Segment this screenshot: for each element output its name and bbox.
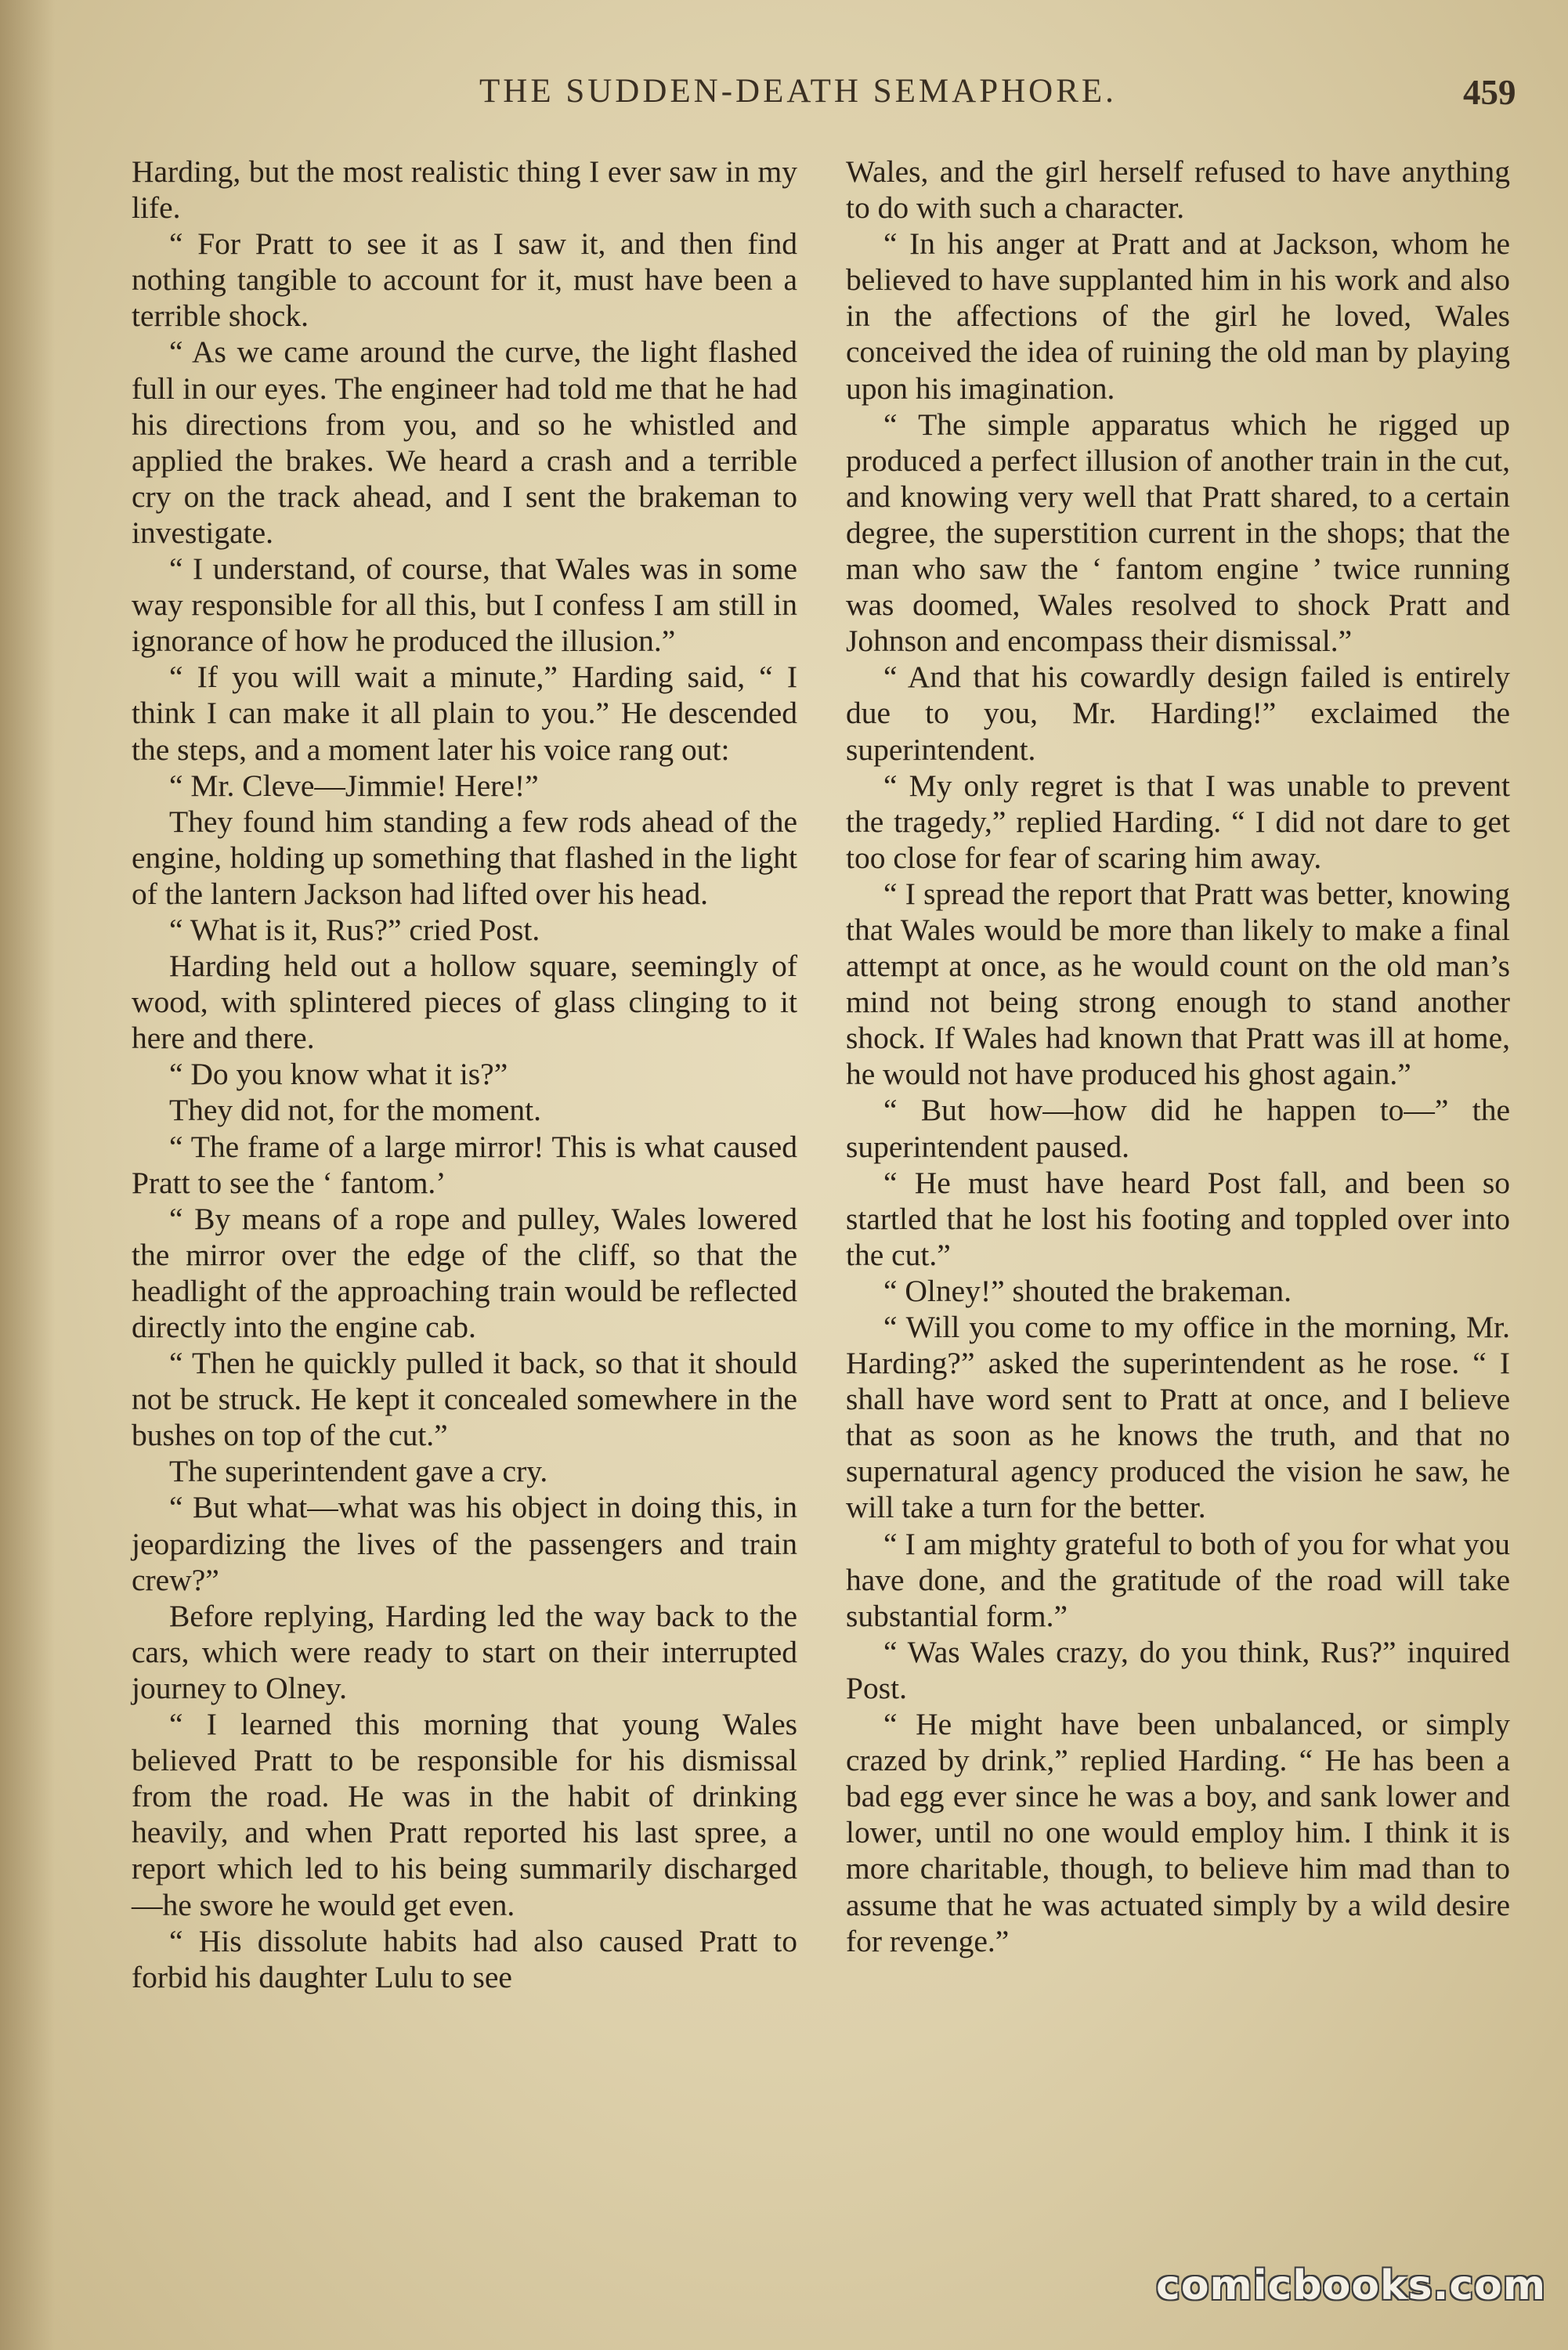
paragraph: “ If you will wait a minute,” Harding said, “ I think I can make it all plain to you.” He descended the steps, and a moment later his voice rang out: [132, 660, 797, 767]
paragraph: “ I understand, of course, that Wales was in some way responsible for all this, but I confess I am still in ignorance of how he produced the illusion.” [132, 551, 797, 659]
paragraph: “ I spread the report that Pratt was better, knowing that Wales would be more than likely to make a final attempt at once, as he would count on the old man’s mind not being strong enough to stand another shock. If Wales had known that Pratt was ill at home, he would not have produced his ghost again.” [846, 876, 1510, 1092]
paragraph: They found him standing a few rods ahead of the engine, holding up something that flashed in the light of the lantern Jackson had lifted over his head. [132, 804, 797, 911]
paragraph: “ Olney!” shouted the brakeman. [883, 1273, 1292, 1308]
paragraph: “ He might have been unbalanced, or simply crazed by drink,” replied Harding. “ He has been a bad egg ever since he was a boy, and sank lower and lower, until no one would employ him. I think it is more charitable, though, to believe him mad than to assume that he was actuated simply by a wild desire for revenge.” [846, 1707, 1510, 1958]
paragraph: “ What is it, Rus?” cried Post. [169, 912, 540, 947]
paragraph: Harding, but the most realistic thing I ever saw in my life. [132, 154, 797, 226]
paragraph: “ As we came around the curve, the light flashed full in our eyes. The engineer had told me that he had his directions from you, and so he whistled and applied the brakes. We heard a crash and a terrible cry on the track ahead, and I sent the brakeman to investigate. [132, 334, 797, 550]
left-column [132, 154, 797, 1995]
paragraph: “ In his anger at Pratt and at Jackson, whom he believed to have supplanted him in his work and also in the affections of the girl he loved, Wales conceived the idea of ruining the old man by playing upon his imagination. [846, 226, 1510, 406]
page-header [0, 72, 1568, 127]
paragraph: Harding held out a hollow square, seemingly of wood, with splintered pieces of glass clinging to it here and there. [132, 949, 797, 1056]
paragraph: “ Then he quickly pulled it back, so that it should not be struck. He kept it concealed somewhere in the bushes on top of the cut.” [132, 1346, 797, 1453]
paragraph: “ Mr. Cleve—Jimmie! Here!” [169, 768, 539, 803]
paragraph: “ I learned this morning that young Wales believed Pratt to be responsible for his dismissal from the road. He was in the habit of drinking heavily, and when Pratt reported his last spree, a report which led to his being summarily discharged—he swore he would get even. [132, 1707, 797, 1922]
paragraph: “ By means of a rope and pulley, Wales lowered the mirror over the edge of the cliff, so that the headlight of the approaching train would be reflected directly into the engine cab. [132, 1201, 797, 1344]
paragraph: “ Was Wales crazy, do you think, Rus?” inquired Post. [846, 1634, 1510, 1705]
paragraph: The superintendent gave a cry. [169, 1454, 548, 1489]
running-title: THE SUDDEN-DEATH SEMAPHORE. [479, 73, 1117, 110]
paragraph: “ The simple apparatus which he rigged up produced a perfect illusion of another train in the cut, and knowing very well that Pratt shared, to a certain degree, the superstition current in the shops; that the man who saw the ‘ fantom engine ’ twice running was doomed, Wales resolved to shock Pratt and Johnson and encompass their dismissal.” [846, 407, 1510, 659]
right-column [846, 154, 1510, 1959]
paragraph: “ Will you come to my office in the morning, Mr. Harding?” asked the superintendent as he rose. “ I shall have word sent to Pratt at once, and I believe that as soon as he knows the truth, and that no supernatural agency produced the vision he saw, he will take a turn for the better. [846, 1310, 1510, 1525]
paragraph: “ Do you know what it is?” [169, 1057, 508, 1092]
paragraph: “ His dissolute habits had also caused Pratt to forbid his daughter Lulu to see [132, 1923, 797, 1994]
paragraph: “ He must have heard Post fall, and been so startled that he lost his footing and toppled over into the cut.” [846, 1165, 1510, 1272]
paragraph: “ But how—how did he happen to—” the superintendent paused. [846, 1093, 1510, 1164]
paragraph: “ The frame of a large mirror! This is what caused Pratt to see the ‘ fantom.’ [132, 1129, 797, 1200]
paragraph: “ I am mighty grateful to both of you for what you have done, and the gratitude of the road will take substantial form.” [846, 1526, 1510, 1633]
paragraph: They did not, for the moment. [169, 1093, 542, 1128]
paragraph: “ For Pratt to see it as I saw it, and then find nothing tangible to account for it, must have been a terrible shock. [132, 226, 797, 334]
paragraph: “ And that his cowardly design failed is entirely due to you, Mr. Harding!” exclaimed the superintendent. [846, 660, 1510, 767]
page-number: 459 [1463, 73, 1516, 112]
paragraph: Before replying, Harding led the way back to the cars, which were ready to start on their interrupted journey to Olney. [132, 1598, 797, 1705]
watermark: comicbooks.com [1156, 2262, 1547, 2309]
paragraph: “ My only regret is that I was unable to prevent the tragedy,” replied Harding. “ I did not dare to get too close for fear of scaring him away. [846, 768, 1510, 875]
paragraph: “ But what—what was his object in doing this, in jeopardizing the lives of the passengers and train crew?” [132, 1490, 797, 1597]
paragraph: Wales, and the girl herself refused to have anything to do with such a character. [846, 154, 1510, 226]
